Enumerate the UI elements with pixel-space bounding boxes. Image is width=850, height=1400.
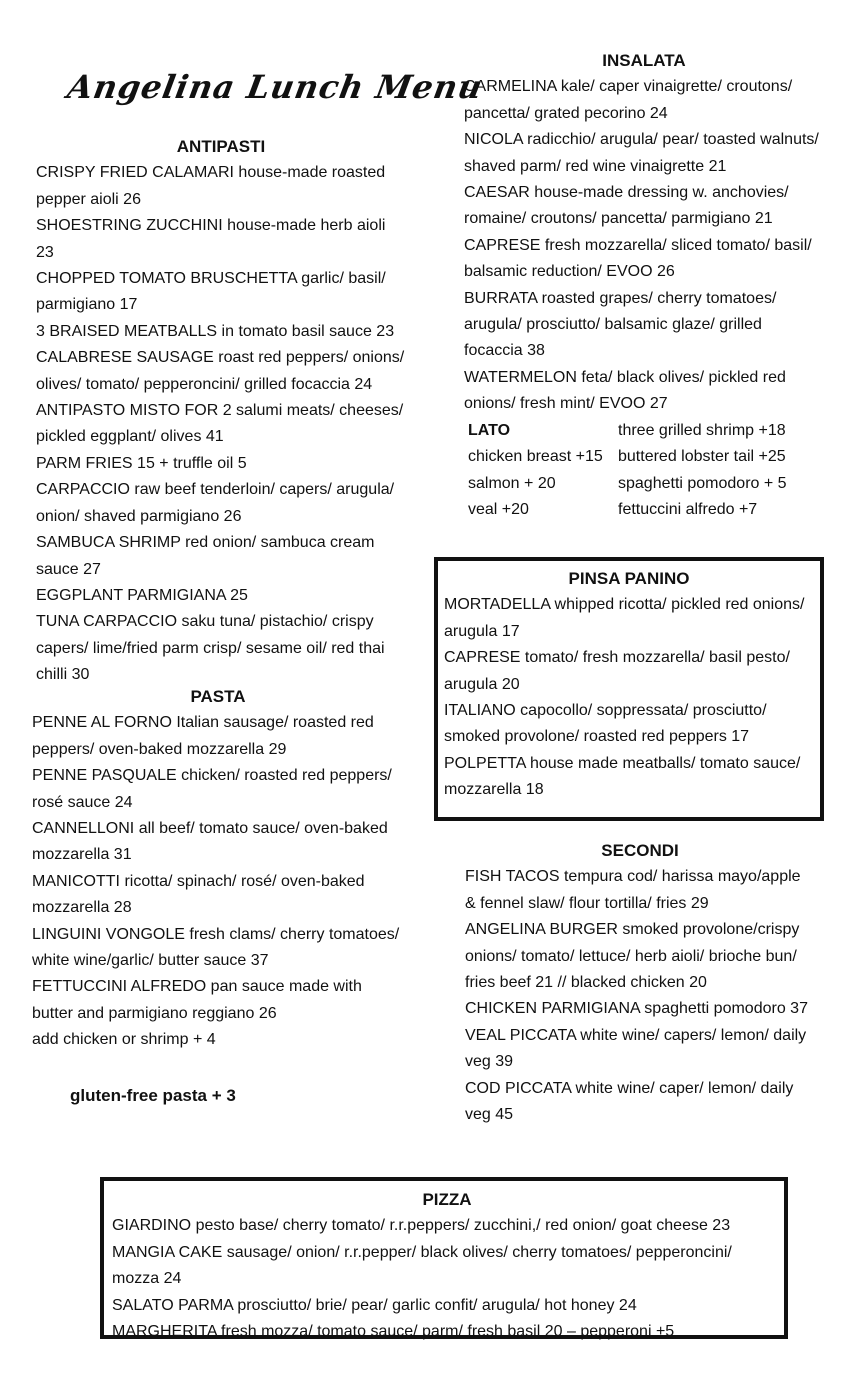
menu-item: FISH TACOS tempura cod/ harissa mayo/apple & fennel slaw/ flour tortilla/ fries 29 [465,868,801,912]
menu-item: CAPRESE fresh mozzarella/ sliced tomato/ basil/ balsamic reduction/ EVOO 26 [464,236,812,281]
secondi-section [465,838,815,1128]
menu-item: POLPETTA house made meatballs/ tomato sauce/ mozzarella 18 [444,754,801,799]
insalata-section [464,48,824,418]
menu-item: WATERMELON feta/ black olives/ pickled red onions/ fresh mint/ EVOO 27 [464,368,786,413]
menu-item: MORTADELLA whipped ricotta/ pickled red onions/ arugula 17 [444,596,805,640]
menu-item: CARPACCIO raw beef tenderloin/ capers/ arugula/ onion/ shaved parmigiano 26 [36,481,395,525]
menu-item: CAPRESE tomato/ fresh mozzarella/ basil pesto/ arugula 20 [444,649,790,693]
menu-item: VEAL PICCATA white wine/ capers/ lemon/ daily veg 39 [465,1026,807,1071]
lato-heading: LATO [468,422,511,439]
menu-item: buttered lobster tail +25 [618,448,786,466]
menu-item: SALATO PARMA prosciutto/ brie/ pear/ garlic confit/ arugula/ hot honey 24 [112,1296,637,1314]
lato-column-1 [468,418,618,524]
menu-item: three grilled shrimp +18 [618,422,786,439]
menu-item: CHICKEN PARMIGIANA spaghetti pomodoro 37 [465,1000,808,1018]
menu-item: ANTIPASTO MISTO FOR 2 salumi meats/ cheeses/ pickled eggplant/ olives 41 [36,402,404,446]
menu-item: CAESAR house-made dressing w. anchovies/ romaine/ croutons/ pancetta/ parmigiano 21 [464,184,789,228]
lato-column-2 [618,418,818,524]
menu-item: GIARDINO pesto base/ cherry tomato/ r.r.peppers/ zucchini,/ red onion/ goat cheese 23 [112,1217,731,1235]
menu-item: 3 BRAISED MEATBALLS in tomato basil sauce 23 [36,322,395,340]
gluten-free-note: gluten-free pasta + 3 [70,1086,236,1105]
menu-item: PARM FRIES 15 + truffle oil 5 [36,454,247,472]
menu-item: CANNELLONI all beef/ tomato sauce/ oven-baked mozzarella 31 [32,820,388,864]
menu-item: BURRATA roasted grapes/ cherry tomatoes/ arugula/ prosciutto/ balsamic glaze/ grilled focaccia 38 [464,289,777,360]
menu-item: ITALIANO capocollo/ soppressata/ prosciutto/ smoked provolone/ roasted red peppers 17 [444,702,767,746]
menu-item: TUNA CARPACCIO saku tuna/ pistachio/ crispy capers/ lime/fried parm crisp/ sesame oil/ red thai chilli 30 [36,613,385,684]
menu-item: CRISPY FRIED CALAMARI house-made roasted pepper aioli 26 [36,164,386,208]
menu-item: COD PICCATA white wine/ caper/ lemon/ daily veg 45 [465,1079,794,1124]
menu-item: CARMELINA kale/ caper vinaigrette/ croutons/ pancetta/ grated pecorino 24 [464,78,793,122]
menu-item: ANGELINA BURGER smoked provolone/crispy onions/ tomato/ lettuce/ herb aioli/ brioche bun/ fries beef 21 // blacked chicken 20 [465,921,800,992]
menu-item: CHOPPED TOMATO BRUSCHETTA garlic/ basil/ parmigiano 17 [36,270,386,314]
menu-item: spaghetti pomodoro + 5 [618,474,787,492]
pasta-section [32,684,404,1054]
menu-item: FETTUCCINI ALFREDO pan sauce made with butter and parmigiano reggiano 26 [32,978,362,1022]
menu-item: veal +20 [468,501,529,519]
antipasti-section [36,134,406,689]
menu-item: add chicken or shrimp + 4 [32,1031,216,1049]
secondi-heading: SECONDI [601,841,679,860]
menu-item: fettuccini alfredo +7 [618,501,758,519]
menu-item: CALABRESE SAUSAGE roast red peppers/ onions/ olives/ tomato/ pepperoncini/ grilled focaccia 24 [36,349,405,393]
menu-item: SHOESTRING ZUCCHINI house-made herb aioli 23 [36,217,386,261]
pizza-section [112,1187,782,1345]
menu-item: chicken breast +15 [468,448,603,466]
menu-item: MARGHERITA fresh mozza/ tomato sauce/ parm/ fresh basil 20 – pepperoni +5 [112,1323,675,1341]
pasta-heading: PASTA [190,687,246,706]
menu-item: MANGIA CAKE sausage/ onion/ r.r.pepper/ black olives/ cherry tomatoes/ pepperoncini/ mozza 24 [112,1243,732,1288]
menu-item: LINGUINI VONGOLE fresh clams/ cherry tomatoes/ white wine/garlic/ butter sauce 37 [32,925,400,970]
insalata-heading: INSALATA [602,51,686,70]
menu-item: PENNE AL FORNO Italian sausage/ roasted red peppers/ oven-baked mozzarella 29 [32,714,374,758]
menu-item: MANICOTTI ricotta/ spinach/ rosé/ oven-baked mozzarella 28 [32,872,365,917]
antipasti-heading: ANTIPASTI [176,137,266,156]
menu-item: PENNE PASQUALE chicken/ roasted red peppers/ rosé sauce 24 [32,767,392,811]
menu-item: salmon + 20 [468,474,556,492]
menu-item: EGGPLANT PARMIGIANA 25 [36,586,248,604]
menu-title: Angelina Lunch Menu [64,68,486,106]
menu-item: NICOLA radicchio/ arugula/ pear/ toasted walnuts/ shaved parm/ red wine vinaigrette 21 [464,131,819,175]
pinsa-heading: PINSA PANINO [568,569,690,588]
pizza-heading: PIZZA [422,1190,472,1209]
menu-item: SAMBUCA SHRIMP red onion/ sambuca cream sauce 27 [36,534,375,578]
pinsa-section [444,566,814,804]
